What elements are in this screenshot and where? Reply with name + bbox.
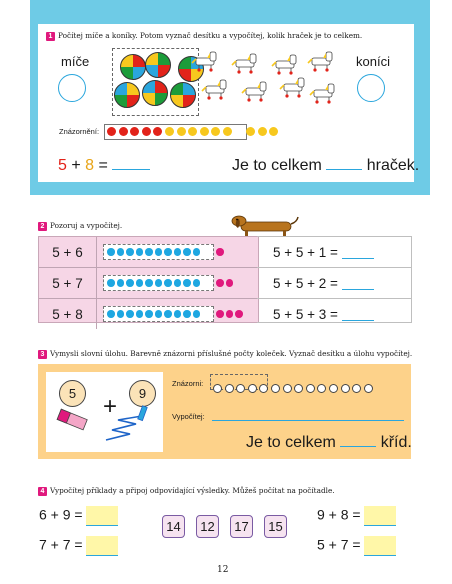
sum-answer-blank[interactable] [342,246,374,259]
section4-right-equation-2 [317,536,396,556]
blue-dot [174,248,182,256]
ball-icon [145,52,171,78]
blue-dot [107,279,115,287]
result-tile[interactable]: 15 [264,515,287,538]
right-table-row [257,237,411,268]
column-divider [96,299,97,329]
blue-dot [183,310,191,318]
blue-dot [136,279,144,287]
total-prefix: Je to celkem [232,157,322,174]
section3-instruction-line [38,349,412,359]
section1-equation [58,155,150,175]
horses-answer-circle[interactable] [357,74,385,102]
counter-dot [269,127,278,136]
section3-representation-label: Znázorni: [172,379,204,388]
empty-circle[interactable] [271,384,280,393]
equation-text: 6 + 9 = [39,506,83,523]
horse-icon [202,80,226,100]
blue-dot [145,310,153,318]
empty-circle[interactable] [329,384,338,393]
blue-dot [126,248,134,256]
count-left-circle: 5 [59,380,86,407]
counter-dot [223,127,232,136]
horse-icon [242,82,266,102]
blue-dot [164,248,172,256]
chalk-drawing-icon [100,404,158,446]
section2-number: 2 [38,222,47,231]
empty-circle[interactable] [352,384,361,393]
equation-text: 9 + 8 = [317,506,361,523]
section3-total-suffix: kříd. [380,434,412,451]
horse-icon [280,78,304,98]
equation-equals: = [98,157,108,174]
column-divider [96,237,97,267]
blue-dot [117,279,125,287]
left-table-row [39,268,258,299]
blue-dot [183,279,191,287]
counter-dot [188,127,197,136]
section3-instruction: Vymysli slovní úlohu. Barevně znázorni příslušné počty koleček. Vyznač desítku a úlohu vypočítej. [50,349,413,358]
left-table-row [39,299,258,329]
blue-dot [164,310,172,318]
blue-dot [107,310,115,318]
blue-dot [193,248,201,256]
row-dot-box [103,306,214,322]
equation-right-number: 8 [85,157,95,174]
section2-left-table [38,236,259,323]
row-dot-box [103,244,214,260]
right-table-row [257,299,411,329]
blue-dot [145,279,153,287]
empty-circle[interactable] [317,384,326,393]
section3-plus: + [103,393,118,420]
section4-left-equation-1 [39,506,118,526]
empty-circle[interactable] [294,384,303,393]
blue-dot [126,310,134,318]
blue-dot [136,248,144,256]
equation-left-number: 5 [58,157,67,174]
blue-dot [117,310,125,318]
balls-label: míče [61,54,90,69]
counter-dot [130,127,139,136]
section1-instruction: Počítej míče a koníky. Potom vyznač desítku a vypočítej, kolik hraček je to celkem. [58,31,363,40]
horse-icon [308,52,332,72]
row-dots [103,306,243,322]
empty-circle[interactable] [341,384,350,393]
result-tile[interactable]: 12 [196,515,219,538]
counter-dot [246,127,255,136]
blue-dot [164,279,172,287]
section1-total-sentence [232,155,419,175]
section1-sum-blank[interactable] [112,155,150,170]
section4-right-equation-1 [317,506,396,526]
empty-circle[interactable] [236,384,245,393]
section3-circles [213,378,375,397]
ball-icon [114,82,140,108]
section1-representation-label: Znázornění: [59,127,100,136]
horse-icon [310,84,334,104]
blue-dot [155,310,163,318]
result-tile[interactable]: 17 [230,515,253,538]
dot-gap [235,127,244,136]
pink-dot [226,310,234,318]
blue-dot [145,248,153,256]
sum-answer-blank[interactable] [342,308,374,321]
pink-dot [226,279,234,287]
section4-instruction: Vypočítej příklady a připoj odpovídající výsledky. Můžeš počítat na počítadle. [50,486,335,495]
section1-number: 1 [46,32,55,41]
section4-left-equation-2 [39,536,118,556]
answer-box[interactable] [86,536,118,556]
ball-icon [120,54,146,80]
counter-dot [200,127,209,136]
column-divider [96,268,97,298]
blue-dot [155,248,163,256]
counter-dot [107,127,116,136]
counter-dot [142,127,151,136]
right-table-row [257,268,411,299]
section3-total-sentence [246,432,412,452]
answer-box[interactable] [364,536,396,556]
left-table-row [39,237,258,268]
pink-dot [216,248,224,256]
pink-dot [216,279,224,287]
blue-dot [183,248,191,256]
empty-circle[interactable] [259,384,268,393]
row-dots [103,275,233,291]
row-expression: 5 + 7 [52,275,83,291]
horses-label: koníci [356,54,390,69]
answer-box[interactable] [364,506,396,526]
section3-compute-blank[interactable] [212,420,404,421]
row-dot-box [103,275,214,291]
empty-circle[interactable] [213,384,222,393]
section3-compute-label: Vypočítej: [172,412,205,421]
counter-dot [258,127,267,136]
blue-dot [107,248,115,256]
horse-icon [192,52,216,72]
counter-dot [119,127,128,136]
section1-total-blank[interactable] [326,155,362,170]
section2-instruction: Pozoruj a vypočítej. [50,221,123,230]
section2-right-table [257,236,412,323]
total-suffix: hraček. [366,157,420,174]
section3-number: 3 [38,350,47,359]
section1-instruction-line [46,31,362,41]
section4-instruction-line [38,486,335,496]
sum-answer-blank[interactable] [342,277,374,290]
empty-circle[interactable] [248,384,257,393]
section4-number: 4 [38,487,47,496]
section3-total-prefix: Je to celkem [246,434,336,451]
sum-expression: 5 + 5 + 1 = [273,244,338,260]
horse-icon [232,54,256,74]
equation-text: 7 + 7 = [39,536,83,553]
blue-dot [193,279,201,287]
empty-circle[interactable] [306,384,315,393]
equation-text: 5 + 7 = [317,536,361,553]
empty-circle[interactable] [364,384,373,393]
ball-icon [142,80,168,106]
blue-dot [155,279,163,287]
horse-icon [272,55,296,75]
page-number: 12 [217,565,229,575]
counter-dot [153,127,162,136]
equation-plus: + [71,157,81,174]
result-tile[interactable]: 14 [162,515,185,538]
horses-group [190,48,340,110]
section4-results [162,515,287,538]
empty-circle[interactable] [283,384,292,393]
section2-instruction-line [38,221,122,231]
blue-dot [174,310,182,318]
blue-dot [174,279,182,287]
blue-dot [136,310,144,318]
dachshund-icon [231,214,299,238]
answer-box[interactable] [86,506,118,526]
row-expression: 5 + 6 [52,244,83,260]
pink-dot [216,310,224,318]
counter-dot [165,127,174,136]
section1-dots [107,127,278,136]
counter-dot [177,127,186,136]
row-dots [103,244,224,260]
section3-total-blank[interactable] [340,432,376,447]
row-expression: 5 + 8 [52,306,83,322]
pink-dot [235,310,243,318]
balls-answer-circle[interactable] [58,74,86,102]
count-right-circle: 9 [129,380,156,407]
sum-expression: 5 + 5 + 3 = [273,306,338,322]
eraser-icon [52,408,92,432]
empty-circle[interactable] [225,384,234,393]
sum-expression: 5 + 5 + 2 = [273,275,338,291]
blue-dot [193,310,201,318]
blue-dot [126,279,134,287]
blue-dot [117,248,125,256]
counter-dot [211,127,220,136]
